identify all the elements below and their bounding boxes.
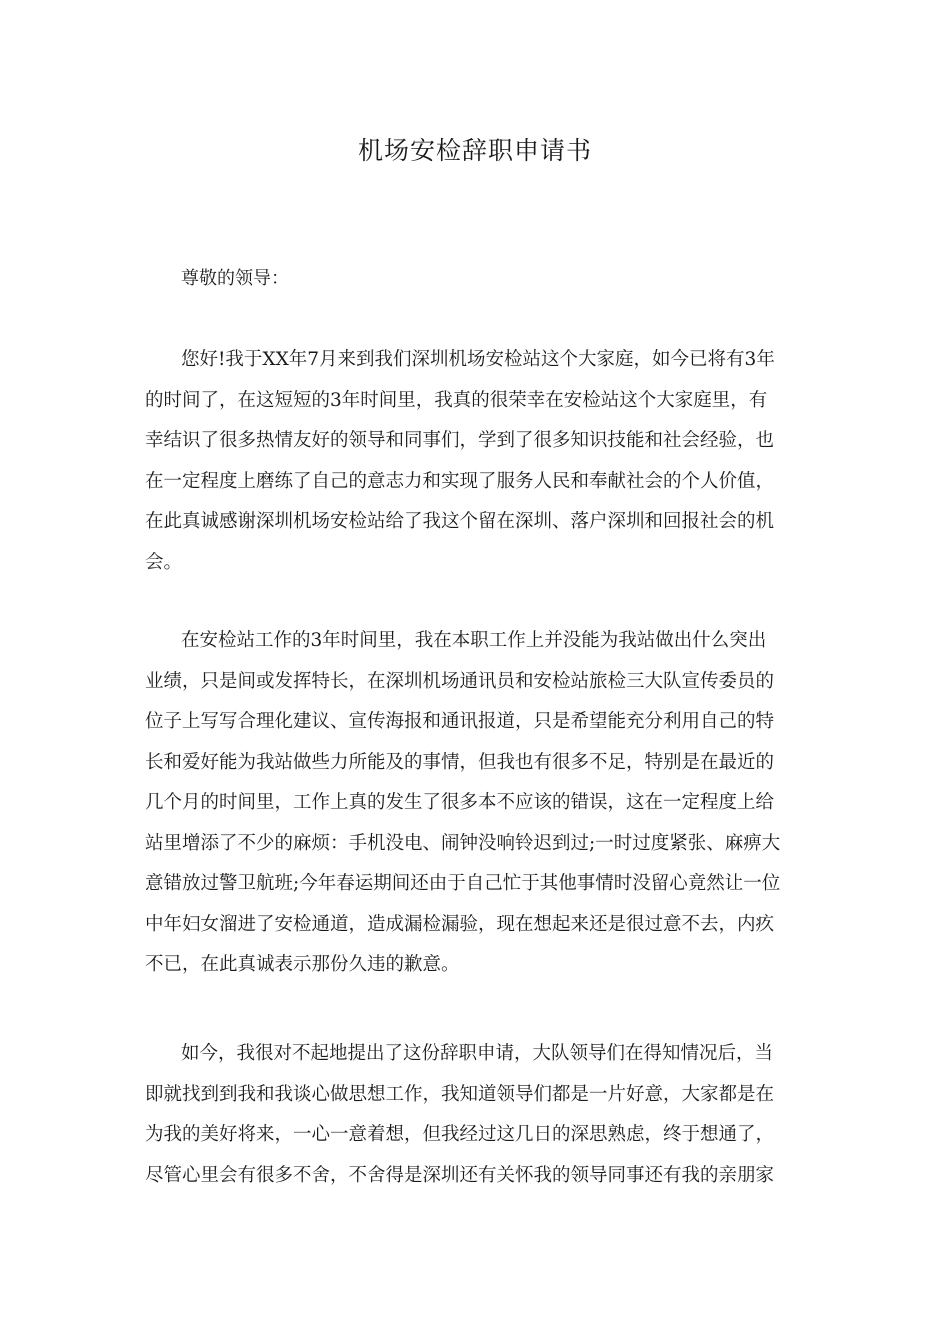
- paragraph-line: 在安检站工作的3年时间里，我在本职工作上并没能为我站做出什么突出: [181, 630, 767, 651]
- document-title: 机场安检辞职申请书: [357, 136, 592, 165]
- paragraph-line: 位子上写写合理化建议、宣传海报和通讯报道，只是希望能充分利用自己的特: [145, 711, 775, 732]
- paragraph-line: 您好!我于XX年7月来到我们深圳机场安检站这个大家庭，如今已将有3年: [181, 349, 775, 370]
- paragraph-line: 不已，在此真诚表示那份久违的歉意。: [145, 954, 460, 975]
- paragraph-line: 为我的美好将来，一心一意着想，但我经过这几日的深思熟虑，终于想通了，: [145, 1124, 775, 1145]
- paragraph-line: 站里增添了不少的麻烦：手机没电、闹钟没响铃迟到过;一时过度紧张、麻痹大: [145, 832, 781, 854]
- paragraph-line: 的时间了，在这短短的3年时间里，我真的很荣幸在安检站这个大家庭里，有: [145, 389, 768, 411]
- paragraph-line: 即就找到到我和我谈心做思想工作，我知道领导们都是一片好意，大家都是在: [145, 1083, 775, 1105]
- paragraph-line: 几个月的时间里，工作上真的发生了很多本不应该的错误，这在一定程度上给: [145, 792, 775, 813]
- paragraph-line: 在此真诚感谢深圳机场安检站给了我这个留在深圳、落户深圳和回报社会的机: [145, 511, 775, 532]
- paragraph-line: 业绩，只是间或发挥特长，在深圳机场通讯员和安检站旅检三大队宣传委员的: [145, 670, 775, 692]
- salutation: 尊敬的领导：: [181, 268, 289, 289]
- paragraph-line: 如今，我很对不起地提出了这份辞职申请，大队领导们在得知情况后，当: [181, 1043, 774, 1064]
- paragraph-line: 尽管心里会有很多不舍，不舍得是深圳还有关怀我的领导同事还有我的亲朋家: [145, 1164, 775, 1186]
- paragraph-line: 中年妇女溜进了安检通道，造成漏检漏验，现在想起来还是很过意不去，内疚: [145, 913, 775, 935]
- paragraph-line: 意错放过警卫航班;今年春运期间还由于自己忙于其他事情时没留心竟然让一位: [145, 873, 781, 894]
- paragraph-line: 幸结识了很多热情友好的领导和同事们，学到了很多知识技能和社会经验，也: [145, 430, 775, 451]
- paragraph-1: [145, 340, 810, 583]
- paragraph-2: [145, 621, 810, 986]
- paragraph-3: [145, 1034, 810, 1196]
- paragraph-line: 长和爱好能为我站做些力所能及的事情，但我也有很多不足，特别是在最近的: [145, 751, 775, 773]
- paragraph-line: 在一定程度上磨练了自己的意志力和实现了服务人民和奉献社会的个人价值，: [145, 470, 775, 492]
- paragraph-line: 会。: [145, 551, 183, 573]
